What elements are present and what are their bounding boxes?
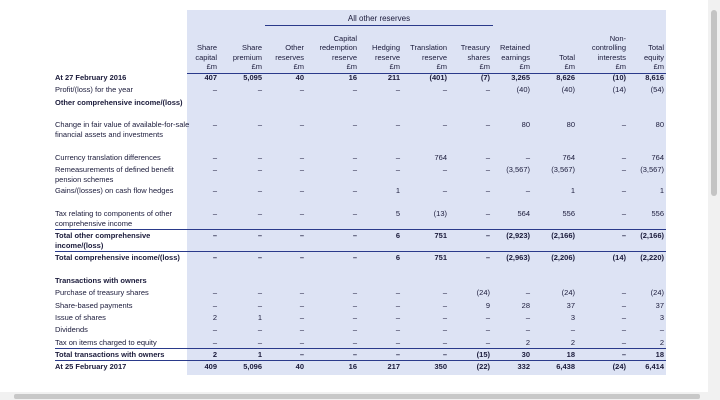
- cell-other_reserves: –: [299, 186, 304, 195]
- row-label: Gains/(losses) on cash flow hedges: [55, 186, 174, 195]
- cell-share_premium: –: [257, 165, 262, 174]
- cell-treasury: (24): [476, 288, 490, 297]
- cell-total: (3,567): [551, 165, 575, 174]
- column-header-line: redemption: [319, 43, 357, 53]
- vertical-scrollbar-thumb[interactable]: [711, 10, 717, 196]
- cell-hedging: 5: [395, 209, 400, 218]
- cell-treasury: –: [485, 120, 490, 129]
- cell-total_equity: 764: [651, 153, 664, 162]
- cell-share_capital: –: [212, 325, 217, 334]
- column-header-line: premium: [232, 52, 262, 62]
- cell-translation: 350: [434, 362, 447, 371]
- column-header-line: £m: [346, 62, 357, 72]
- cell-hedging: –: [395, 350, 400, 359]
- horizontal-scrollbar-thumb[interactable]: [14, 394, 700, 399]
- column-header-line: interests: [597, 52, 626, 62]
- cell-translation: –: [442, 301, 447, 310]
- cell-retained: 332: [517, 362, 530, 371]
- cell-nci: –: [621, 120, 626, 129]
- cell-share_premium: –: [257, 301, 262, 310]
- cell-share_capital: –: [212, 209, 217, 218]
- cell-retained: –: [525, 153, 530, 162]
- cell-hedging: 217: [387, 362, 400, 371]
- cell-total: (2,206): [551, 253, 575, 262]
- cell-retained: 3,265: [511, 73, 530, 82]
- cell-hedging: 6: [395, 253, 400, 262]
- cell-translation: –: [442, 165, 447, 174]
- cell-share_premium: 1: [257, 350, 262, 359]
- column-header-line: £m: [519, 62, 530, 72]
- cell-nci: –: [621, 325, 626, 334]
- cell-share_capital: –: [212, 153, 217, 162]
- cell-other_reserves: 40: [295, 73, 304, 82]
- cell-total_equity: 18: [655, 350, 664, 359]
- cell-retained: 80: [521, 120, 530, 129]
- cell-share_capital: –: [212, 338, 217, 347]
- row-rule: [55, 348, 666, 349]
- cell-nci: (14): [612, 253, 626, 262]
- cell-share_capital: –: [212, 301, 217, 310]
- cell-share_premium: –: [257, 288, 262, 297]
- cell-total: 3: [570, 313, 575, 322]
- cell-other_reserves: –: [299, 350, 304, 359]
- row-label: Share-based payments: [55, 301, 133, 310]
- column-header-line: reserve: [374, 52, 400, 62]
- cell-share_premium: –: [257, 338, 262, 347]
- cell-treasury: –: [485, 85, 490, 94]
- cell-treasury: (7): [480, 73, 490, 82]
- cell-share_capital: –: [212, 165, 217, 174]
- cell-total: 8,626: [556, 73, 575, 82]
- cell-total: (24): [561, 288, 575, 297]
- cell-capital_redemption: –: [352, 209, 357, 218]
- cell-retained: –: [525, 325, 530, 334]
- cell-other_reserves: –: [299, 209, 304, 218]
- cell-total_equity: (54): [650, 85, 664, 94]
- column-header-line: £m: [564, 62, 575, 72]
- cell-hedging: –: [395, 165, 400, 174]
- cell-retained: (40): [516, 85, 530, 94]
- cell-nci: –: [621, 153, 626, 162]
- group-header-all-other-reserves: All other reserves: [347, 14, 411, 23]
- cell-other_reserves: –: [299, 313, 304, 322]
- cell-treasury: –: [485, 325, 490, 334]
- cell-translation: –: [442, 120, 447, 129]
- cell-translation: (13): [433, 209, 447, 218]
- cell-translation: –: [442, 186, 447, 195]
- cell-translation: –: [442, 350, 447, 359]
- cell-total_equity: 80: [655, 120, 664, 129]
- cell-treasury: –: [485, 313, 490, 322]
- row-label: Total transactions with owners: [55, 350, 165, 359]
- cell-capital_redemption: –: [352, 85, 357, 94]
- cell-capital_redemption: –: [352, 313, 357, 322]
- cell-share_premium: –: [257, 325, 262, 334]
- cell-treasury: –: [485, 253, 490, 262]
- row-label: Total other comprehensive income/(loss): [55, 231, 151, 250]
- cell-nci: –: [621, 338, 626, 347]
- cell-total: (40): [561, 85, 575, 94]
- cell-hedging: –: [395, 301, 400, 310]
- column-header-line: reserve: [421, 52, 447, 62]
- cell-retained: (3,567): [506, 165, 530, 174]
- cell-treasury: –: [485, 153, 490, 162]
- cell-share_premium: –: [257, 85, 262, 94]
- cell-nci: (24): [612, 362, 626, 371]
- cell-translation: –: [442, 338, 447, 347]
- row-label: Tax relating to components of other comprehensive income: [55, 209, 173, 228]
- column-header-line: capital: [195, 52, 217, 62]
- cell-other_reserves: –: [299, 165, 304, 174]
- cell-treasury: –: [485, 338, 490, 347]
- cell-retained: –: [525, 288, 530, 297]
- cell-nci: –: [621, 313, 626, 322]
- cell-total: 556: [562, 209, 575, 218]
- cell-translation: –: [442, 288, 447, 297]
- cell-treasury: –: [485, 186, 490, 195]
- column-header-line: £m: [251, 62, 262, 72]
- cell-share_capital: –: [212, 85, 217, 94]
- cell-retained: 564: [517, 209, 530, 218]
- cell-retained: (2,923): [506, 231, 530, 240]
- cell-capital_redemption: –: [352, 350, 357, 359]
- cell-total: 2: [570, 338, 575, 347]
- cell-total_equity: 37: [655, 301, 664, 310]
- cell-other_reserves: –: [299, 288, 304, 297]
- cell-share_premium: 5,095: [243, 73, 262, 82]
- cell-capital_redemption: –: [352, 165, 357, 174]
- cell-retained: –: [525, 313, 530, 322]
- row-label: Issue of shares: [55, 313, 106, 322]
- row-label: Remeasurements of defined benefit pension schemes: [55, 165, 174, 184]
- cell-other_reserves: 40: [295, 362, 304, 371]
- cell-share_capital: –: [212, 186, 217, 195]
- cell-share_capital: –: [212, 253, 217, 262]
- row-label: Purchase of treasury shares: [55, 288, 149, 297]
- cell-capital_redemption: –: [352, 325, 357, 334]
- column-header-line: equity: [643, 52, 664, 62]
- row-label: Profit/(loss) for the year: [55, 85, 133, 94]
- cell-total: 80: [566, 120, 575, 129]
- cell-other_reserves: –: [299, 325, 304, 334]
- cell-treasury: –: [485, 209, 490, 218]
- cell-share_premium: 5,096: [243, 362, 262, 371]
- cell-total_equity: –: [659, 325, 664, 334]
- cell-total_equity: 1: [659, 186, 664, 195]
- group-header-rule: [265, 25, 493, 26]
- cell-total_equity: 556: [651, 209, 664, 218]
- cell-capital_redemption: –: [352, 253, 357, 262]
- cell-retained: 2: [525, 338, 530, 347]
- cell-capital_redemption: –: [352, 338, 357, 347]
- row-label: Total comprehensive income/(loss): [55, 253, 180, 262]
- cell-other_reserves: –: [299, 85, 304, 94]
- cell-other_reserves: –: [299, 153, 304, 162]
- row-rule: [55, 251, 666, 252]
- cell-capital_redemption: –: [352, 153, 357, 162]
- row-label: Tax on items charged to equity: [55, 338, 157, 347]
- column-header-line: Retained: [499, 43, 530, 53]
- row-label: Transactions with owners: [55, 276, 147, 285]
- cell-share_capital: 407: [204, 73, 217, 82]
- cell-nci: –: [621, 186, 626, 195]
- column-header-line: Total: [648, 43, 664, 53]
- cell-total: 764: [562, 153, 575, 162]
- column-header-line: £m: [293, 62, 304, 72]
- cell-nci: –: [621, 231, 626, 240]
- cell-hedging: –: [395, 120, 400, 129]
- row-label: Change in fair value of available-for-sale financial assets and investments: [55, 120, 190, 139]
- row-rule: [55, 229, 666, 230]
- cell-translation: 751: [434, 231, 447, 240]
- cell-nci: (10): [612, 73, 626, 82]
- column-header-line: Total: [559, 52, 575, 62]
- cell-hedging: 1: [395, 186, 400, 195]
- cell-other_reserves: –: [299, 120, 304, 129]
- cell-hedging: –: [395, 85, 400, 94]
- column-header-line: controlling: [591, 43, 626, 53]
- cell-share_capital: –: [212, 288, 217, 297]
- cell-treasury: –: [485, 231, 490, 240]
- cell-total_equity: (24): [650, 288, 664, 297]
- row-label: At 25 February 2017: [55, 362, 127, 371]
- column-header-line: £m: [436, 62, 447, 72]
- cell-nci: –: [621, 301, 626, 310]
- cell-total_equity: (2,166): [640, 231, 664, 240]
- cell-retained: 30: [521, 350, 530, 359]
- cell-translation: (401): [429, 73, 447, 82]
- cell-translation: –: [442, 85, 447, 94]
- cell-retained: (2,963): [506, 253, 530, 262]
- cell-translation: 764: [434, 153, 447, 162]
- cell-total_equity: 6,414: [645, 362, 664, 371]
- column-header-line: Non-: [609, 33, 626, 43]
- cell-share_premium: –: [257, 253, 262, 262]
- cell-capital_redemption: –: [352, 231, 357, 240]
- column-header-line: Capital: [333, 33, 357, 43]
- cell-share_premium: –: [257, 186, 262, 195]
- cell-translation: –: [442, 325, 447, 334]
- row-label: Currency translation differences: [55, 153, 161, 162]
- cell-share_capital: –: [212, 120, 217, 129]
- row-label: Dividends: [55, 325, 88, 334]
- column-header-line: £m: [653, 62, 664, 72]
- column-header-line: £m: [389, 62, 400, 72]
- cell-total: –: [570, 325, 575, 334]
- cell-retained: –: [525, 186, 530, 195]
- cell-total: 18: [566, 350, 575, 359]
- cell-share_premium: –: [257, 153, 262, 162]
- cell-share_capital: 409: [204, 362, 217, 371]
- cell-share_capital: 2: [212, 350, 217, 359]
- cell-other_reserves: –: [299, 231, 304, 240]
- column-header-line: reserves: [275, 52, 304, 62]
- cell-share_capital: –: [212, 231, 217, 240]
- cell-other_reserves: –: [299, 253, 304, 262]
- column-header-line: £m: [206, 62, 217, 72]
- cell-share_premium: –: [257, 120, 262, 129]
- cell-capital_redemption: 16: [348, 362, 357, 371]
- cell-hedging: –: [395, 313, 400, 322]
- cell-share_capital: 2: [212, 313, 217, 322]
- cell-nci: –: [621, 209, 626, 218]
- row-label: Other comprehensive income/(loss): [55, 98, 183, 107]
- column-header-line: earnings: [501, 52, 530, 62]
- row-label: At 27 February 2016: [55, 73, 127, 82]
- column-header-line: Other: [285, 43, 304, 53]
- cell-total: 37: [566, 301, 575, 310]
- cell-total: 6,438: [556, 362, 575, 371]
- cell-capital_redemption: –: [352, 186, 357, 195]
- cell-share_premium: –: [257, 209, 262, 218]
- cell-translation: 751: [434, 253, 447, 262]
- cell-translation: –: [442, 313, 447, 322]
- cell-retained: 28: [521, 301, 530, 310]
- cell-total_equity: 8,616: [645, 73, 664, 82]
- cell-hedging: 211: [387, 73, 400, 82]
- column-header-line: Treasury: [460, 43, 490, 53]
- cell-treasury: (22): [476, 362, 490, 371]
- column-header-line: Share: [196, 43, 217, 53]
- cell-capital_redemption: –: [352, 301, 357, 310]
- cell-share_premium: –: [257, 231, 262, 240]
- column-header-line: Hedging: [372, 43, 400, 53]
- cell-total_equity: 3: [659, 313, 664, 322]
- column-header-total_equity: [584, 43, 664, 72]
- cell-capital_redemption: –: [352, 120, 357, 129]
- cell-nci: –: [621, 350, 626, 359]
- cell-total_equity: (3,567): [640, 165, 664, 174]
- column-header-line: Share: [241, 43, 262, 53]
- cell-hedging: –: [395, 325, 400, 334]
- cell-other_reserves: –: [299, 301, 304, 310]
- cell-total: (2,166): [551, 231, 575, 240]
- cell-hedging: –: [395, 288, 400, 297]
- cell-treasury: 9: [485, 301, 490, 310]
- cell-nci: (14): [612, 85, 626, 94]
- column-header-line: reserve: [331, 52, 357, 62]
- cell-hedging: –: [395, 338, 400, 347]
- cell-nci: –: [621, 165, 626, 174]
- cell-total: 1: [570, 186, 575, 195]
- column-header-line: Translation: [410, 43, 447, 53]
- cell-nci: –: [621, 288, 626, 297]
- cell-other_reserves: –: [299, 338, 304, 347]
- cell-treasury: –: [485, 165, 490, 174]
- cell-share_premium: 1: [257, 313, 262, 322]
- row-rule: [55, 360, 666, 361]
- column-header-line: £m: [615, 62, 626, 72]
- cell-treasury: (15): [476, 350, 490, 359]
- column-header-line: shares: [467, 52, 490, 62]
- cell-capital_redemption: –: [352, 288, 357, 297]
- cell-capital_redemption: 16: [348, 73, 357, 82]
- cell-hedging: –: [395, 153, 400, 162]
- column-header-line: £m: [479, 62, 490, 72]
- cell-total_equity: 2: [659, 338, 664, 347]
- cell-total_equity: (2,220): [640, 253, 664, 262]
- cell-hedging: 6: [395, 231, 400, 240]
